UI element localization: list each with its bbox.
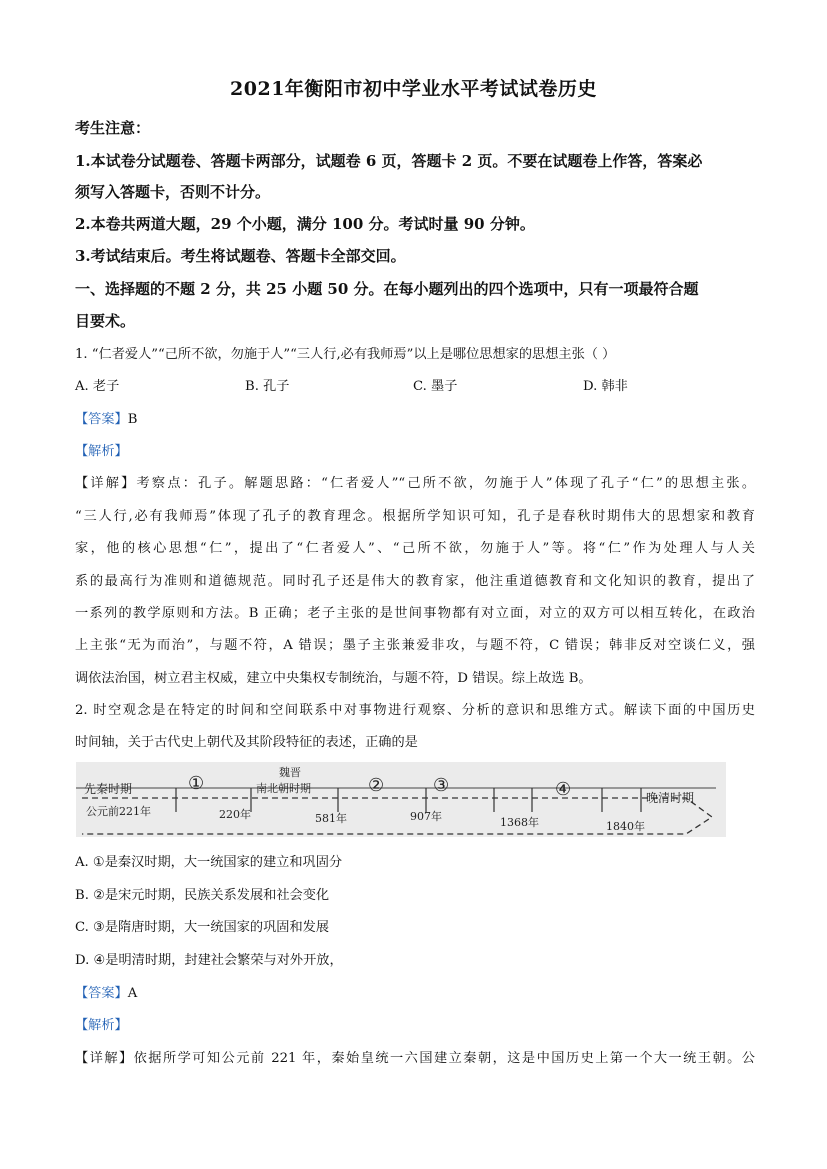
- q2-detail-line-1: [75, 1047, 755, 1066]
- q1-answer-value: B: [127, 412, 138, 427]
- q1-option-a: A. 老子: [75, 379, 120, 394]
- q1-option-d: D. 韩非: [583, 379, 628, 394]
- q1-detail-tag: 【详解】: [75, 476, 137, 491]
- q2-analysis-tag: [75, 1014, 755, 1033]
- q2-answer: [75, 982, 755, 1001]
- q1-stem: 1. “仁者爱人”“己所不欲，勿施于人”“三人行,必有我师焉”以上是哪位思想家的思想主张（ ）: [75, 347, 616, 362]
- period-2: ②: [368, 775, 385, 796]
- year-907: 907年: [410, 810, 442, 823]
- year-1368: 1368年: [500, 816, 539, 829]
- q2-option-b: B. ②是宋元时期，民族关系发展和社会变化: [75, 888, 330, 903]
- q1-detail-line-6: 上主张“无为而治”，与题不符，A 错误；墨子主张兼爱非攻，与题不符，C 错误；韩非反对空谈仁义，强: [75, 638, 755, 653]
- q2-stem-line-1: 2. 时空观念是在特定的时间和空间联系中对事物进行观察、分析的意识和思维方式。解读下面的中国历史: [75, 703, 755, 718]
- section-heading-line-1: 一、选择题的不题 2 分，共 25 小题 50 分。在每小题列出的四个选项中，只有一项最符合题: [75, 280, 699, 298]
- notice-item-1-line-2: 须写入答题卡，否则不计分。: [75, 183, 271, 201]
- q2-stem-line-2: 时间轴，关于古代史上朝代及其阶段特征的表述，正确的是: [75, 735, 418, 750]
- q1-option-c: C. 墨子: [413, 379, 458, 394]
- q2-option-d: D. ④是明清时期，封建社会繁荣与对外开放，: [75, 953, 343, 968]
- q1-option-b: B. 孔子: [245, 379, 290, 394]
- year-1840: 1840年: [606, 820, 645, 833]
- notice-item-2: 2.本卷共两道大题，29 个小题，满分 100 分。考试时量 90 分钟。: [75, 215, 535, 233]
- q2-analysis-label: 【解析】: [75, 1018, 128, 1033]
- q2-answer-tag: 【答案】: [75, 986, 128, 1001]
- q1-detail-line-1: [75, 472, 755, 491]
- q2-detail-text-1: 依据所学可知公元前 221 年，秦始皇统一六国建立秦朝，这是中国历史上第一个大一统王朝。公: [133, 1051, 755, 1066]
- period-wei-jin: 魏晋: [279, 766, 301, 779]
- period-pre-qin: 先秦时期: [84, 782, 133, 796]
- q1-detail-line-2: “三人行,必有我师焉”体现了孔子的教育理念。根据所学知识可知，孔子是春秋时期伟大的思想家和教育: [75, 509, 755, 524]
- section-heading-line-2: 目要术。: [75, 312, 136, 330]
- notice-heading: 考生注意：: [75, 119, 151, 137]
- q1-detail-line-7: 调依法治国，树立君主权威，建立中央集权专制统治，与题不符，D 错误。综上故选 B。: [75, 671, 592, 686]
- q2-detail-tag: 【详解】: [75, 1051, 134, 1066]
- page-title: 2021年衡阳市初中学业水平考试试卷历史: [230, 78, 597, 100]
- q1-detail-line-5: 一系列的教学原则和方法。B 正确；老子主张的是世间事物都有对立面，对立的双方可以相互转化，在政治: [75, 606, 755, 621]
- q1-analysis-tag: [75, 440, 755, 459]
- period-3: ③: [433, 775, 450, 796]
- q2-option-c: C. ③是隋唐时期，大一统国家的巩固和发展: [75, 920, 330, 935]
- year-581: 581年: [315, 812, 347, 825]
- history-timeline-figure: [76, 762, 726, 837]
- period-late-qing: 晚清时期: [646, 791, 695, 805]
- period-southern-northern: 南北朝时期: [256, 782, 311, 795]
- period-4: ④: [555, 779, 572, 800]
- notice-item-3: 3.考试结束后。考生将试题卷、答题卡全部交回。: [75, 247, 406, 265]
- timeline-svg: [76, 762, 726, 837]
- year-221bc: 公元前221年: [86, 805, 151, 818]
- period-1: ①: [188, 773, 205, 794]
- q1-answer-tag: 【答案】: [75, 412, 128, 427]
- q1-detail-text-1: 考察点：孔子。解题思路：“仁者爱人”“己所不欲，勿施于人”体现了孔子“仁”的思想主张。: [136, 476, 756, 491]
- q1-detail-line-3: 家，他的核心思想“仁”，提出了“仁者爱人”、“己所不欲，勿施于人”等。将“仁”作为处理人与人关: [75, 541, 755, 556]
- q2-answer-value: A: [127, 986, 138, 1001]
- q1-analysis-label: 【解析】: [75, 444, 128, 459]
- q1-detail-line-4: 系的最高行为准则和道德规范。同时孔子还是伟大的教育家，他注重道德教育和文化知识的教育，提出了: [75, 574, 755, 589]
- q1-answer: [75, 408, 755, 427]
- year-220: 220年: [219, 808, 251, 821]
- q2-option-a: A. ①是秦汉时期，大一统国家的建立和巩固分: [75, 855, 343, 870]
- notice-item-1-line-1: 1.本试卷分试题卷、答题卡两部分，试题卷 6 页，答题卡 2 页。不要在试题卷上作答，答案必: [75, 152, 703, 170]
